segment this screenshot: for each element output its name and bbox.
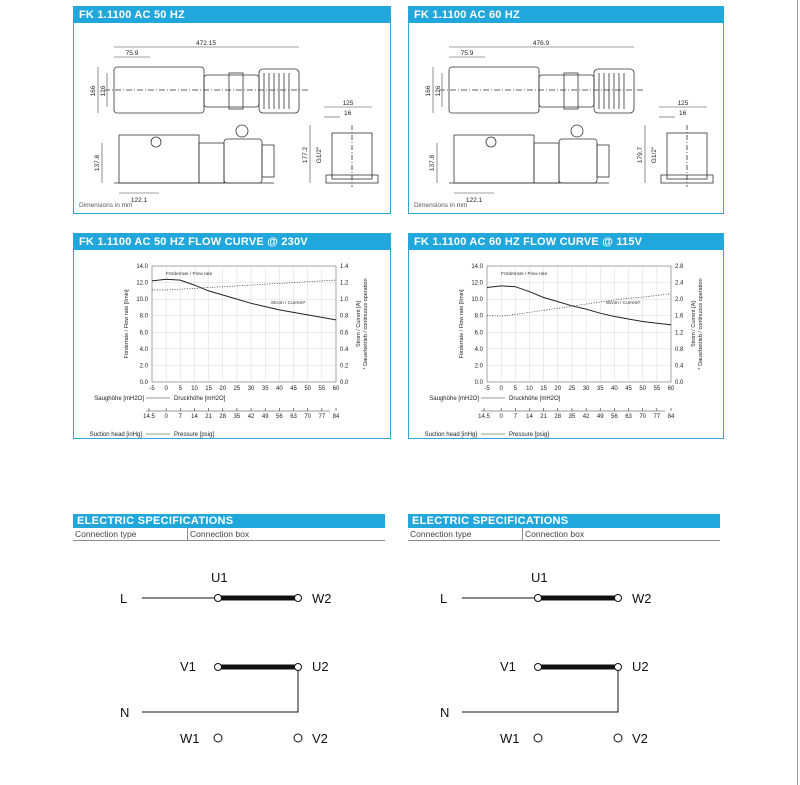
x-tick-label: 50 [639,386,647,392]
x-tick-label: 15 [540,386,547,392]
terminal-u1 [215,595,222,602]
dim-side-16: 16 [344,110,352,117]
dimensions-note: Dimensions in mm [414,202,468,209]
spec-title: ELECTRIC SPECIFICATIONS [408,514,720,528]
dim-side-h: 177.2 [302,146,309,164]
port [151,137,161,147]
pressure-en-label: Pressure [psig] [174,432,215,438]
right-tick-label: 0.2 [340,363,349,370]
left-tick-label: 2.0 [139,363,148,370]
psig-tick-label: 21 [205,414,212,420]
psig-tick-label: 14.5 [478,414,490,420]
flow-curve-chart [74,252,390,438]
x-tick-label: 35 [596,386,604,392]
pump-body-top [204,75,259,107]
dim-h3: 137.8 [429,154,436,172]
pump-head-front [119,135,199,183]
flow-rate-series [152,279,336,320]
dimension-labels [90,40,354,204]
psig-tick-label: 70 [304,414,312,420]
left-tick-label: 8.0 [139,313,148,320]
panel-title: FK 1.1100 AC 60 HZ [409,7,723,23]
motor-front [224,139,262,183]
knob [571,125,583,137]
psig-tick-label: 49 [596,414,604,420]
psig-tick-label: 63 [290,414,297,420]
dim-base: 122.1 [465,197,483,204]
psig-tick-label: 35 [233,414,241,420]
plot-area [487,266,671,382]
grid [487,266,671,382]
psig-tick-label: 84 [332,414,340,420]
left-tick-label: 6.0 [474,330,483,337]
suction-head-en-label: Suction head [inHg] [424,432,477,438]
wires [142,595,302,743]
dim-side-h: 179.7 [637,146,644,164]
right-tick-label: 1.4 [340,264,349,270]
dim-left: 75.9 [125,50,139,57]
dim-total: 472.15 [196,40,216,47]
x-tick-label: 45 [625,386,632,392]
line-n-wire [462,671,618,712]
flow-chart-panel-60hz [408,233,724,439]
psig-tick-label: 77 [318,414,326,420]
x-tick-label: 60 [667,386,675,392]
dim-h2: 126 [100,85,107,97]
label-n: N [120,705,130,720]
terminal-w2 [295,595,302,602]
y-right-note: * Dauerbetrieb / continuous operation [698,278,704,370]
plot-area [152,266,336,382]
label-v2: V2 [632,731,648,746]
pump-head-front [454,135,534,183]
right-tick-label: 0.4 [340,346,349,353]
label-w2: W2 [632,591,652,606]
electric-spec-table-left [73,514,385,541]
terminal-v1 [215,664,222,671]
y-right-label: Strom / Current [A] [691,301,697,347]
x-tick-label: 40 [276,386,283,392]
y-left-label: Förderrate / Flow rate [l/min] [459,289,465,359]
line-n-wire [142,671,298,712]
psig-tick-label: 56 [276,414,283,420]
pump-body-front [199,143,224,183]
left-tick-label: 14.0 [136,264,148,270]
right-tick-label: 1.6 [675,313,684,320]
psig-tick-label: 28 [554,414,562,420]
right-tick-label: 0.8 [675,346,684,353]
label-w1: W1 [500,731,520,746]
x-tick-label: 10 [191,386,198,392]
label-l: L [440,591,448,606]
left-tick-label: 0.0 [139,380,148,386]
dimension-drawing [74,25,390,205]
dimension-lines [433,47,707,193]
psig-tick-label: 35 [568,414,576,420]
right-tick-label: 0.8 [340,313,349,320]
right-tick-label: 2.8 [675,264,684,270]
pump-body-front [534,143,559,183]
psig-tick-label: 42 [247,414,255,420]
dim-total: 476.9 [532,40,550,47]
label-w1: W1 [180,731,200,746]
dim-base: 122.1 [130,197,148,204]
psig-tick-label: 28 [219,414,227,420]
dimensions-note: Dimensions in mm [79,202,133,209]
left-tick-label: 6.0 [139,330,148,337]
terminal-v2 [294,734,302,742]
dim-h1: 166 [425,85,432,97]
suction-head-de-label: Saughöhe [mH2O] [94,396,144,402]
label-u2: U2 [312,659,329,674]
psig-tick-label: 56 [611,414,618,420]
right-tick-label: 0.6 [340,330,349,337]
motor-front [559,139,597,183]
tick-labels [136,264,349,420]
connection-type-header: Connection type [73,528,188,540]
terminal-w1 [214,734,222,742]
connection-box-header: Connection box [190,529,250,539]
psig-tick-label: 21 [540,414,547,420]
spec-header-row [73,528,385,541]
dim-thread: G1/2" [651,146,658,164]
dim-h1: 166 [90,85,97,97]
terminal-w2 [615,595,622,602]
label-v2: V2 [312,731,328,746]
psig-tick-label: 7 [513,414,517,420]
dimension-labels [425,40,689,204]
right-tick-label: 1.2 [340,280,349,287]
psig-tick-label: 70 [639,414,647,420]
psig-tick-label: 63 [625,414,632,420]
suction-head-en-label: Suction head [inHg] [89,432,142,438]
x-tick-label: 40 [611,386,618,392]
x-tick-label: 20 [219,386,227,392]
psig-tick-label: 7 [178,414,182,420]
x-tick-label: 15 [205,386,212,392]
axis-labels [425,278,704,438]
flow-rate-label: Förderrate / Flow rate [501,272,548,278]
x-tick-label: 60 [332,386,340,392]
right-tick-label: 2.4 [675,280,684,287]
right-tick-label: 0.0 [675,380,684,386]
pump-body-top [539,75,594,107]
tick-labels [471,264,684,420]
left-tick-label: 12.0 [136,280,148,287]
x-tick-label: 50 [304,386,312,392]
connection-type-header: Connection type [408,528,523,540]
x-tick-label: 25 [568,386,576,392]
x-tick-label: -5 [149,386,155,392]
terminal-u1 [535,595,542,602]
terminal-u2 [295,664,302,671]
spec-title: ELECTRIC SPECIFICATIONS [73,514,385,528]
left-tick-label: 14.0 [471,264,483,270]
dimension-drawing [409,25,723,205]
dim-thread: G1/2" [316,146,323,164]
y-right-label: Strom / Current [A] [356,301,362,347]
suction-head-de-label: Saughöhe [mH2O] [429,396,479,402]
psig-tick-label: 14 [191,414,198,420]
pump-outline [104,67,378,187]
pressure-head-de-label: Druckhöhe [mH2O] [509,396,561,402]
y-left-label: Förderrate / Flow rate [l/min] [124,289,130,359]
right-tick-label: 1.0 [340,297,349,304]
terminal-w1 [534,734,542,742]
x-tick-label: 0 [499,386,503,392]
current-label: Strom / Current* [270,301,306,307]
wiring-diagram-left [100,565,430,765]
x-tick-label: 5 [178,386,182,392]
current-series [152,280,336,290]
motor-end-front [597,145,609,177]
label-u2: U2 [632,659,649,674]
port [486,137,496,147]
flow-chart-panel-50hz [73,233,391,439]
left-tick-label: 10.0 [471,297,483,304]
psig-tick-label: 49 [261,414,269,420]
dimension-panel-50hz [73,6,391,214]
psig-tick-label: 0 [164,414,168,420]
spec-header-row [408,528,720,541]
x-tick-label: 30 [582,386,590,392]
terminal-v2 [614,734,622,742]
terminal-u2 [615,664,622,671]
pump-outline [439,67,713,187]
psig-tick-label: 84 [667,414,675,420]
axis-labels [90,278,369,438]
left-tick-label: 12.0 [471,280,483,287]
pressure-head-de-label: Druckhöhe [mH2O] [174,396,226,402]
left-tick-label: 4.0 [139,346,148,353]
left-tick-label: 8.0 [474,313,483,320]
wires [462,595,622,743]
psig-tick-label: 0 [499,414,503,420]
x-tick-label: 30 [247,386,255,392]
label-u1: U1 [211,570,228,585]
psig-tick-label: 14 [526,414,533,420]
label-v1: V1 [180,659,196,674]
panel-title: FK 1.1100 AC 50 HZ [74,7,390,23]
left-tick-label: 0.0 [474,380,483,386]
dim-side-w: 125 [342,100,354,107]
flow-rate-label: Förderrate / Flow rate [166,272,213,278]
dim-h3: 137.8 [94,154,101,172]
motor-end-front [262,145,274,177]
dim-h2: 126 [435,85,442,97]
x-tick-label: 5 [513,386,517,392]
current-label: Strom / Current* [605,301,641,307]
x-tick-label: 25 [233,386,241,392]
electric-spec-table-right [408,514,720,541]
right-tick-label: 0.0 [340,380,349,386]
right-tick-label: 0.4 [675,363,684,370]
dimension-panel-60hz [408,6,724,214]
label-n: N [440,705,450,720]
right-tick-label: 2.0 [675,297,684,304]
x-tick-label: 55 [318,386,326,392]
terminal-v1 [535,664,542,671]
right-tick-label: 1.2 [675,330,684,337]
psig-tick-label: 77 [653,414,661,420]
left-tick-label: 10.0 [136,297,148,304]
dimension-lines [98,47,372,193]
x-tick-label: 55 [653,386,661,392]
dim-left: 75.9 [460,50,474,57]
psig-tick-label: 14.5 [143,414,155,420]
x-tick-label: -5 [484,386,490,392]
x-tick-label: 0 [164,386,168,392]
flow-curve-chart [409,252,723,438]
dim-side-16: 16 [679,110,687,117]
psig-tick-label: 42 [582,414,590,420]
panel-title: FK 1.1100 AC 50 HZ FLOW CURVE @ 230V [74,234,390,250]
grid [152,266,336,382]
x-tick-label: 45 [290,386,297,392]
left-tick-label: 2.0 [474,363,483,370]
label-u1: U1 [531,570,548,585]
label-l: L [120,591,128,606]
x-tick-label: 35 [261,386,269,392]
left-tick-label: 4.0 [474,346,483,353]
pressure-en-label: Pressure [psig] [509,432,550,438]
wiring-diagram-right [420,565,750,765]
x-tick-label: 20 [554,386,562,392]
terminal-box-top [229,73,243,109]
label-v1: V1 [500,659,516,674]
current-series [487,294,671,316]
x-tick-label: 10 [526,386,533,392]
terminal-box-top [564,73,578,109]
label-w2: W2 [312,591,332,606]
knob [236,125,248,137]
connection-box-header: Connection box [525,529,585,539]
dim-side-w: 125 [677,100,689,107]
y-right-note: * Dauerbetrieb / continuous operation [363,278,369,370]
panel-title: FK 1.1100 AC 60 HZ FLOW CURVE @ 115V [409,234,723,250]
